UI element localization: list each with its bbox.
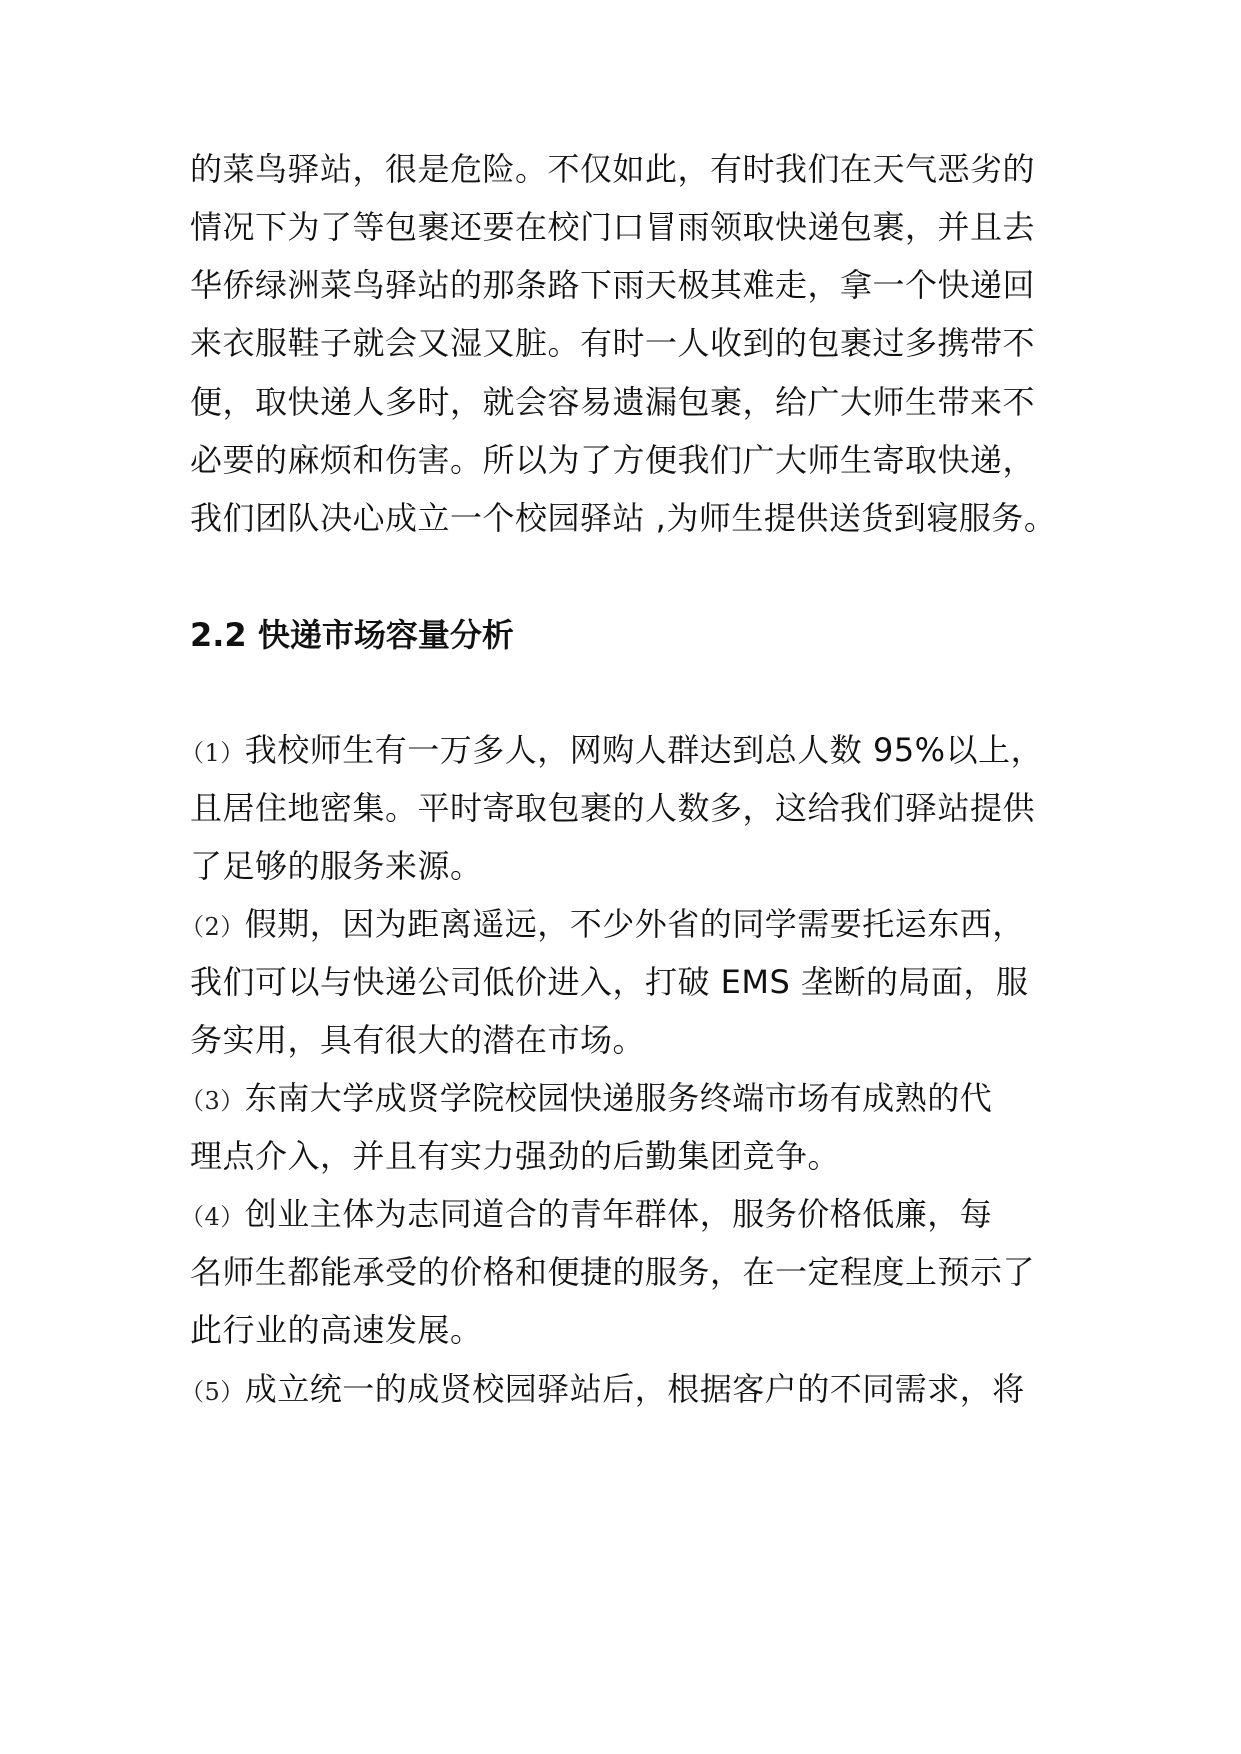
item-marker: （2） (180, 913, 245, 941)
item-first-line (180, 1366, 1060, 1415)
paragraph-line: 必要的麻烦和伤害。所以为了方便我们广大师生寄取快递， (190, 441, 1036, 479)
paragraph-line: 我们团队决心成立一个校园驿站 ,为师生提供送货到寝服务。 (190, 499, 1057, 537)
item-first-line (180, 727, 1060, 776)
item-marker: （5） (180, 1378, 245, 1406)
item-line: 此行业的高速发展。 (190, 1311, 483, 1349)
item-line: 了足够的服务来源。 (190, 847, 483, 885)
item-text: 创业主体为志同道合的青年群体，服务价格低廉，每 (244, 1195, 993, 1233)
item-line: 理点介入，并且有实力强劲的后勤集团竞争。 (190, 1137, 841, 1175)
paragraph-line: 华侨绿洲菜鸟驿站的那条路下雨天极其难走，拿一个快递回 (190, 266, 1036, 304)
paragraph-line: 来衣服鞋子就会又湿又脏。有时一人收到的包裹过多携带不 (190, 324, 1036, 362)
item-first-line (180, 1191, 1060, 1240)
paragraph-line: 情况下为了等包裹还要在校门口冒雨领取快递包裹，并且去 (190, 208, 1036, 246)
item-line: 我们可以与快递公司低价进入，打破 EMS 垄断的局面，服 (190, 963, 1029, 1001)
item-text: 假期，因为距离遥远，不少外省的同学需要托运东西， (244, 905, 1025, 943)
item-text: 东南大学成贤学院校园快递服务终端市场有成熟的代 (244, 1079, 993, 1117)
paragraph-line: 的菜鸟驿站，很是危险。不仅如此，有时我们在天气恶劣的 (190, 150, 1036, 188)
item-line: 务实用，具有很大的潜在市场。 (190, 1021, 646, 1059)
item-marker: （3） (180, 1087, 245, 1115)
section-heading: 2.2 快递市场容量分析 (190, 616, 514, 654)
item-marker: （4） (180, 1203, 245, 1231)
item-line: 且居住地密集。平时寄取包裹的人数多，这给我们驿站提供 (190, 789, 1036, 827)
item-text: 成立统一的成贤校园驿站后，根据客户的不同需求，将 (244, 1370, 1025, 1408)
item-line: 名师生都能承受的价格和便捷的服务，在一定程度上预示了 (190, 1253, 1036, 1291)
item-first-line (180, 901, 1060, 950)
paragraph-line: 便，取快递人多时，就会容易遗漏包裹，给广大师生带来不 (190, 383, 1036, 421)
item-text: 我校师生有一万多人，网购人群达到总人数 95%以上， (244, 731, 1044, 769)
item-first-line (180, 1075, 1060, 1124)
item-marker: （1） (180, 739, 245, 767)
